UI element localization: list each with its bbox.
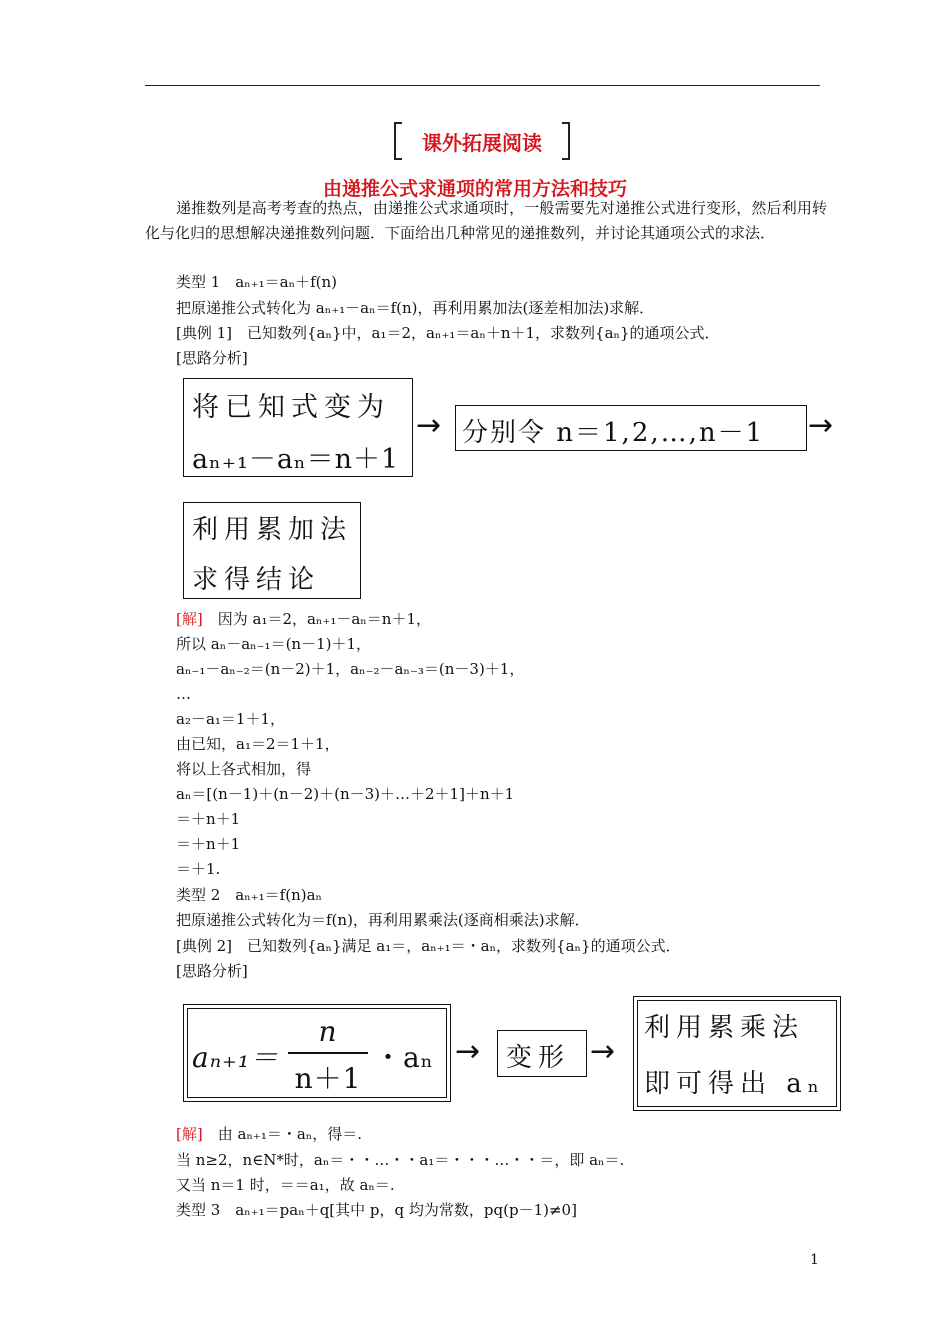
flow1-box3-line1: 利用累加法 <box>192 515 353 545</box>
flow2-denominator: n＋1 <box>294 1062 362 1095</box>
page-number: 1 <box>810 1252 819 1268</box>
header-rule <box>145 85 820 86</box>
flow2-box2-text: 变形 <box>506 1043 571 1073</box>
flow2-rhs: ・aₙ <box>374 1041 434 1074</box>
analysis2-label: [思路分析] <box>176 962 248 980</box>
type2-desc: 把原递推公式转化为＝f(n)，再利用累乘法(逐商相乘法)求解． <box>176 911 590 929</box>
intro-paragraph: 递推数列是高考考查的热点，由递推公式求通项时，一般需要先对递推公式进行变形，然后利用转化与化归的思想解决递推数列问题．下面给出几种常见的递推数列，并讨论其通项公式的求法． <box>145 199 827 242</box>
flow2-arrow2: → <box>590 1034 616 1069</box>
solution1-label: [解] <box>176 610 203 628</box>
solution1-line: aₙ＝[(n－1)＋(n－2)＋(n－3)＋…＋2＋1]＋n＋1 <box>176 785 515 803</box>
flow1-box1-line1: 将已知式变为 <box>192 392 390 423</box>
flow1-arrow2: → <box>808 408 834 443</box>
flow1-box1-line2: aₙ₊₁－aₙ＝n＋1 <box>192 444 400 475</box>
flow1-box2-text: 分别令 n＝1,2,…,n－1 <box>462 418 765 448</box>
right-bracket <box>562 122 570 160</box>
flow1-box3 <box>183 502 361 599</box>
type2-title: 类型 2 aₙ₊₁＝f(n)aₙ <box>176 886 323 904</box>
section-heading: 课外拓展阅读 <box>422 131 542 155</box>
type1-title: 类型 1 aₙ₊₁＝aₙ＋f(n) <box>176 273 338 291</box>
flow2-arrow1: → <box>455 1034 481 1069</box>
solution2-line: 当 n≥2，n∈N*时，aₙ＝・・…・・a₁＝・・・…・・＝，即 aₙ＝. <box>176 1151 625 1169</box>
flow2-box2 <box>497 1030 587 1077</box>
example1: [典例 1] 已知数列{aₙ}中，a₁＝2，aₙ₊₁＝aₙ＋n＋1，求数列{aₙ}的通项公式． <box>176 324 720 342</box>
page-title: 由递推公式求通项的常用方法和技巧 <box>322 178 627 200</box>
solution1-line: a₂－a₁＝1＋1， <box>176 710 285 728</box>
solution1-line: ＝＋1. <box>176 860 221 878</box>
solution2-label: [解] <box>176 1125 203 1143</box>
flow2-box1 <box>183 1004 451 1102</box>
flow1-box1 <box>183 378 413 477</box>
flow2-fraction-bar <box>288 1052 368 1054</box>
flow2-numerator: n <box>318 1015 338 1048</box>
flow1-box2 <box>455 405 807 451</box>
solution2-first-text: 由 aₙ₊₁＝・aₙ，得＝. <box>217 1125 363 1143</box>
solution1-line: 所以 aₙ－aₙ₋₁＝(n－1)＋1， <box>176 635 372 653</box>
type1-desc: 把原递推公式转化为 aₙ₊₁－aₙ＝f(n)，再利用累加法(逐差相加法)求解． <box>176 299 655 317</box>
flow1-arrow1: → <box>416 408 442 443</box>
solution1-first-text: 因为 a₁＝2，aₙ₊₁－aₙ＝n＋1， <box>217 610 432 628</box>
flow2-box3-line2: 即可得出 aₙ <box>644 1069 826 1099</box>
solution1-line: 由已知，a₁＝2＝1＋1， <box>176 735 340 753</box>
flow2-lhs: aₙ₊₁＝ <box>192 1041 280 1074</box>
left-bracket <box>394 122 402 160</box>
flow2-box3-line1: 利用累乘法 <box>644 1013 805 1043</box>
solution1-line: 将以上各式相加，得 <box>176 760 312 778</box>
example2: [典例 2] 已知数列{aₙ}满足 a₁＝，aₙ₊₁＝・aₙ，求数列{aₙ}的通项公式． <box>176 937 681 955</box>
solution2-first <box>176 1122 362 1146</box>
solution1-line: … <box>176 685 191 703</box>
flow2-box3 <box>633 996 841 1111</box>
analysis1-label: [思路分析] <box>176 349 248 367</box>
flow1-box3-line2: 求得结论 <box>192 565 321 595</box>
solution1-line: ＝＋n＋1 <box>176 835 241 853</box>
solution1-first <box>176 607 431 631</box>
type3-title: 类型 3 aₙ₊₁＝paₙ＋q[其中 p，q 均为常数，pq(p－1)≠0] <box>176 1201 577 1219</box>
solution1-line: ＝＋n＋1 <box>176 810 241 828</box>
solution1-line: aₙ₋₁－aₙ₋₂＝(n－2)＋1，aₙ₋₂－aₙ₋₃＝(n－3)＋1， <box>176 660 525 678</box>
solution2-line: 又当 n＝1 时，＝＝a₁，故 aₙ＝. <box>176 1176 395 1194</box>
